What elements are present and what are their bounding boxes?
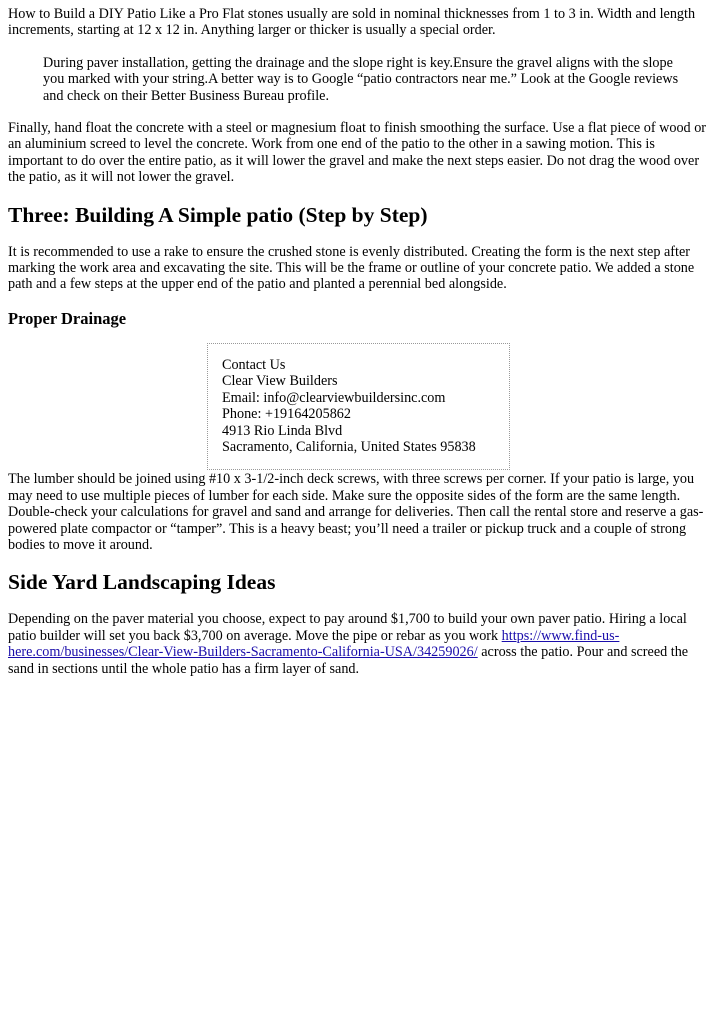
heading-side-yard-landscaping: Side Yard Landscaping Ideas [8,570,276,595]
rake-paragraph: It is recommended to use a rake to ensure the crushed stone is evenly distributed. Creating the form is the next step after marking the work area and excavating the site. This will be the frame or outline of your concrete patio. We added a stone path and a few steps at the upper end of the patio and planted a perennial bed alongside. [8,243,695,293]
heading-proper-drainage: Proper Drainage [8,308,127,328]
contact-city: Sacramento, California, United States 95838 [222,438,476,455]
contact-box [207,343,510,470]
lumber-paragraph: The lumber should be joined using #10 x 3-1/2-inch deck screws, with three screws per corner. If your patio is large, you may need to use multiple pieces of lumber for each side. Make sure the opposite sides of the form are the same length. Double-check your calculations for gravel and sand and arrange for deliveries. Then call the rental store and reserve a gas-powered plate compactor or “tamper”. This is a heavy beast; you’ll need a trailer or pickup truck and a couple of strong bodies to move it around. [8,471,704,553]
contact-email: Email: info@clearviewbuildersinc.com [222,389,446,406]
blockquote-paragraph: During paver installation, getting the drainage and the slope right is key.Ensure the gravel aligns with the slope you marked with your string.A better way is to Google “patio contractors near me.” Look at the Google reviews and check on their Better Business Bureau profile. [43,54,679,104]
heading-building-simple-patio: Three: Building A Simple patio (Step by Step) [8,202,428,227]
contact-street: 4913 Rio Linda Blvd [222,422,343,439]
contact-company: Clear View Builders [222,373,338,390]
contact-phone: Phone: +19164205862 [222,406,351,423]
finally-paragraph: Finally, hand float the concrete with a steel or magnesium float to finish smoothing the surface. Use a flat piece of wood or an aluminium screed to level the concrete. Work from one end of the patio to the other in a sawing motion. This is important to do over the entire patio, as it will lower the gravel and make the next steps easier. Do not drag the wood over the patio, as it will not lower the gravel. [8,120,707,186]
find-us-here-link[interactable]: https://www.find-us-here.com/businesses/Clear-View-Builders-Sacramento-California-USA/34259026/ [8,627,620,661]
paver-text-after-link: across the patio. Pour and screed the sand in sections until the whole patio has a firm layer of sand. [8,644,689,677]
intro-paragraph: How to Build a DIY Patio Like a Pro Flat stones usually are sold in nominal thicknesses from 1 to 3 in. Width and length increments, starting at 12 x 12 in. Anything larger or thicker is usually a special order. [8,6,696,39]
paver-text-before-link: Depending on the paver material you choose, expect to pay around $1,700 to build your own paver patio. Hiring a local patio builder will set you back $3,700 on average. Move the pipe or rebar as you work [8,611,687,644]
paver-paragraph [8,611,712,677]
contact-title: Contact Us [222,356,286,373]
